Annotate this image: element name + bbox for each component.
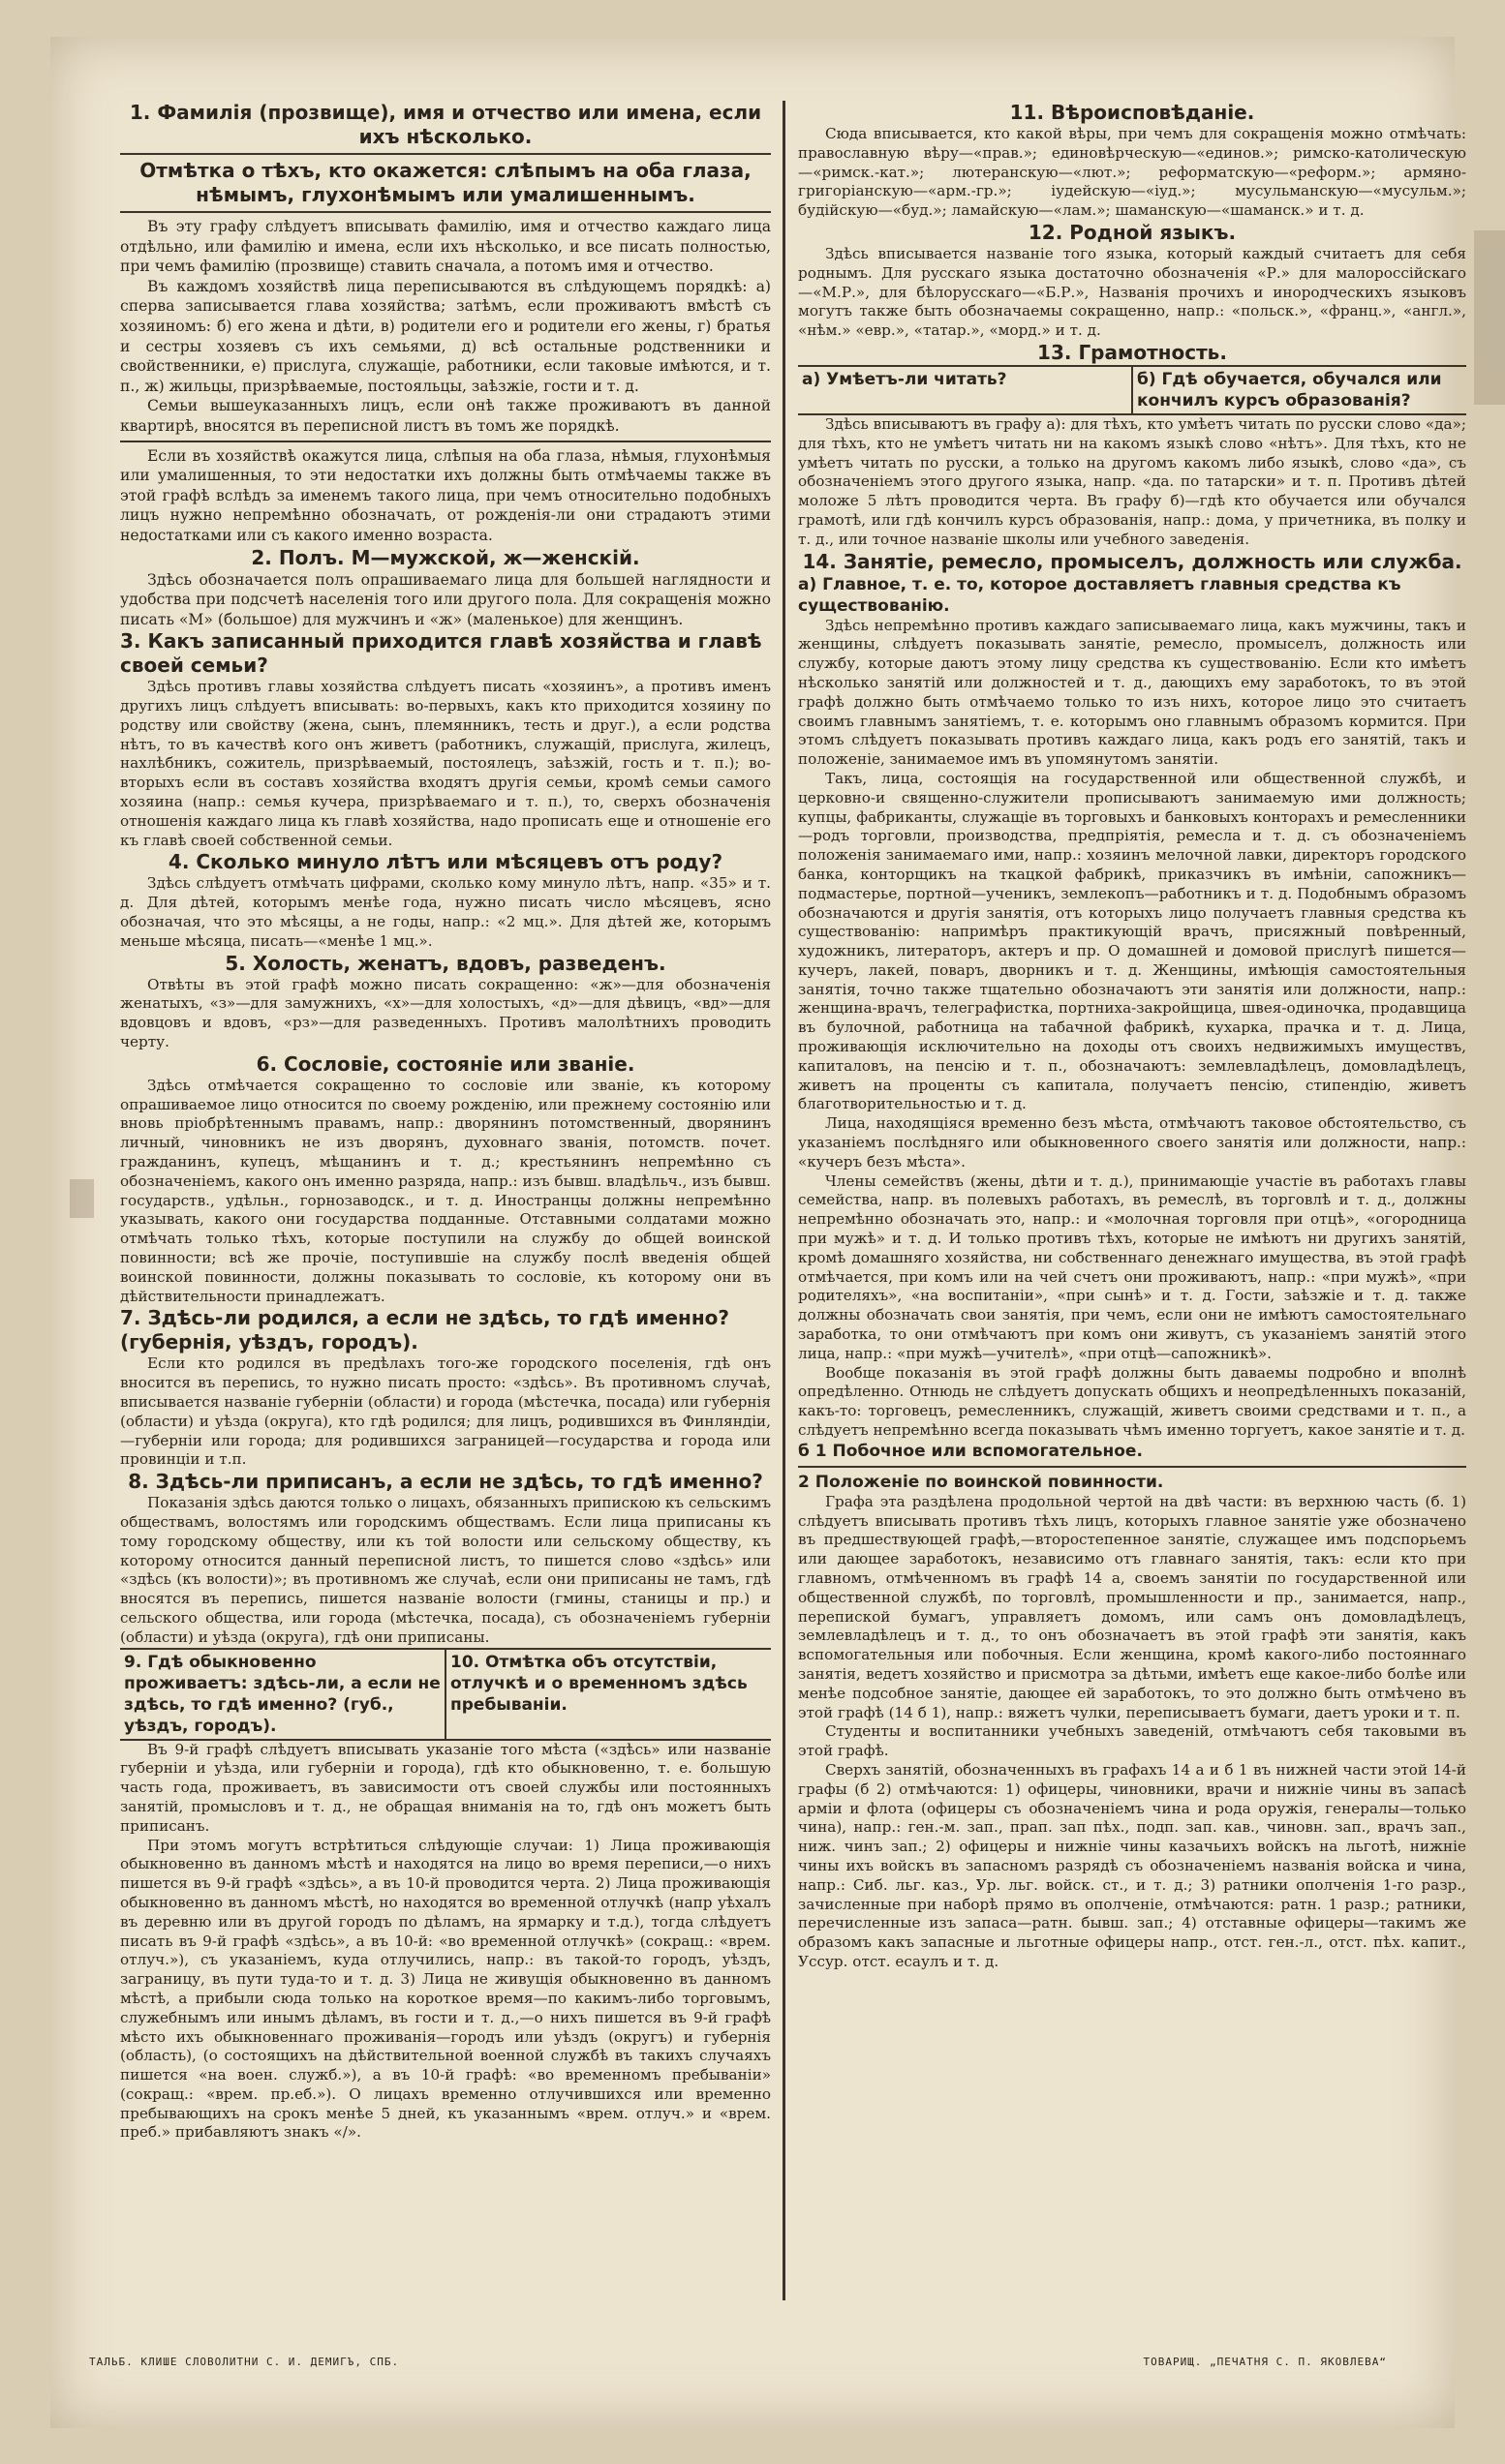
divider (798, 1466, 1466, 1468)
section-13a-title: а) Умѣетъ-ли читать? (802, 369, 1007, 389)
section-13-subheaders (798, 365, 1466, 415)
section-11-paragraph: Сюда вписывается, кто какой вѣры, при чемъ для сокращенiя можно отмѣчать: православную вѣру—«прав.»; единовѣрческую—«единов.»; римско-католическую—«римск.-кат.»; лютеранскую—«лют.»; реформатскую—«реформ.»; армяно-григорiанскую—«арм.-гр.»; iудейскую—«iуд.»; мусульманскую—«мусульм.»; будiйскую—«буд.»; ламайскую—«лам.»; шаманскую—«шаманск.» и т. д. (798, 125, 1466, 220)
section-12-title: 12. Родной языкъ. (1028, 220, 1237, 244)
right-column (798, 101, 1466, 2300)
section-14a-title: а) Главное, т. е. то, которое доставляетъ главныя средства къ существованiю. (798, 574, 1401, 616)
divider (120, 211, 771, 213)
section-3-title: 3. Какъ записанный приходится главѣ хозяйства и главѣ своей семьи? (120, 629, 762, 678)
section-9-paragraph: При этомъ могутъ встрѣтиться слѣдующiе случаи: 1) Лица проживающiя обыкновенно въ данномъ мѣстѣ и находятся на лицо во время переписи,—о нихъ пишется въ 9-й графѣ «здѣсь», а въ 10-й проводится черта. 2) Лица проживающiя обыкновенно въ данномъ мѣстѣ, но находятся во временной отлучкѣ (напр уѣхалъ въ деревню или въ другой городъ по дѣламъ, на ярмарку и т.д.), тогда слѣдуетъ писать въ 9-й графѣ «здѣсь», а въ 10-й: «во временной отлучкѣ» (сокращ.: «врем. отлуч.»), съ указанiемъ, куда отлучились, напр.: въ такой-то городъ, уѣздъ, заграницу, въ пути туда-то и т. д. 3) Лица не живущiя обыкновенно въ данномъ мѣстѣ, а прибыли сюда только на короткое время—по какимъ-либо торговымъ, служебнымъ или инымъ дѣламъ, въ гости и т. д.,—о нихъ пишется въ 9-й графѣ мѣсто ихъ обыкновеннаго проживанiя—городъ или уѣздъ (округъ) и губернiя (область), (о состоящихъ на дѣйствительной военной службѣ въ такихъ случаяхъ пишется «на воен. служб.»), а въ 10-й графѣ: «во временномъ пребыванiи» (сокращ.: «врем. пр.еб.»). О лицахъ временно отлучившихся или временно пребывающихъ на срокъ менѣе 5 дней, къ указаннымъ «врем. отлуч.» и «врем. преб.» прибавляютъ знакъ «/». (120, 1836, 771, 2142)
section-14-paragraph: Члены семействъ (жены, дѣти и т. д.), принимающiе участiе въ работахъ главы семейства, напр. въ полевыхъ работахъ, въ ремеслѣ, въ торговлѣ и т. д., должны непремѣнно обозначать это, напр.: и «молочная торговля при отцѣ», «огородница при мужѣ» и т. д. И только противъ тѣхъ, которые не имѣютъ ни другихъ занятiй, кромѣ домашняго хозяйства, ни собственнаго денежнаго имущества, въ этой графѣ отмѣчается, при комъ или на чей счетъ они проживаютъ, напр.: «при мужѣ», «при родителяхъ», «на воспитанiи», «при сынѣ» и т. д. Гости, заѣзжiе и т. д. также должны обозначать свои занятiя, при чемъ, если они не имѣютъ самостоятельнаго заработка, то они отмѣчаютъ при комъ они живутъ, съ указанiемъ занятiй этого лица, напр.: «при мужѣ—учителѣ», «при отцѣ—сапожникѣ». (798, 1171, 1466, 1362)
section-14-paragraph: Такъ, лица, состоящiя на государственной или общественной службѣ, и церковно-и священно-служители прописываютъ занимаемую ими должность; купцы, фабриканты, служащiе въ торговыхъ и банковыхъ конторахъ и ремесленники—родъ торговли, производства, предпрiятiя, ремесла и т. д. съ обозначенiемъ положенiя занимаемаго ими, напр.: хозяинъ мелочной лавки, директоръ городского банка, конторщикъ на ткацкой фабрикѣ, приказчикъ въ имѣнiи, сапожникъ—подмастерье, портной—ученикъ, землекопъ—работникъ и т. д. Подобнымъ образомъ обозначаются и другiя занятiя, отъ которыхъ лицо получаетъ главныя средства къ существованiю: напримѣръ практикующiй врачъ, присяжный повѣренный, художникъ, литераторъ, актеръ и пр. О домашней и домовой прислугѣ пишется—кучеръ, лакей, поваръ, дворникъ и т. д. Женщины, имѣющiя самостоятельныя занятiя, точно также тщательно обозначаютъ эти занятiя или должности, напр.: женщина-врачъ, телеграфистка, портниха-закройщица, швея-одиночка, продавщица въ булочной, работница на табачной фабрикѣ, кухарка, прачка и т. д. Лица, проживающiя исключительно на доходы отъ своихъ недвижимыхъ имуществъ, капиталовъ, на пенсiю и т. п., обозначаютъ: землевладѣлецъ, домовладѣлецъ, живетъ на проценты съ капитала, получаетъ пенсiю, стипендiю, живетъ благотворительностью и т. д. (798, 769, 1466, 1113)
left-column (120, 101, 771, 2300)
section-13-paragraph: Здѣсь вписываютъ въ графу а): для тѣхъ, кто умѣетъ читать по русски слово «да»; для тѣхъ, кто не умѣетъ читать ни на какомъ языкѣ слово «нѣтъ». Для тѣхъ, кто не умѣетъ читать по русски, а только на другомъ какомъ либо языкѣ, слово «да», съ обозначенiемъ этого другого языка, напр. «да. по татарски» и т. п. Противъ дѣтей моложе 5 лѣтъ проводится черта. Въ графу б)—гдѣ кто обучается или обучался грамотѣ, или гдѣ кончилъ курсъ образованiя, напр.: дома, у причетника, въ полку и т. д., или точное названiе школы или учебного заведенiя. (798, 414, 1466, 548)
section-8-paragraph: Показанiя здѣсь даются только о лицахъ, обязанныхъ припискою къ сельскимъ обществамъ, волостямъ или городскимъ обществамъ. Если лица приписаны къ тому городскому обществу, или къ той волости или сельскому обществу, къ которому относится данный переписной листъ, то пишется слово «здѣсь» или «здѣсь (къ волости)»; въ противномъ же случаѣ, если они приписаны не тамъ, гдѣ вносятся въ перепись, пишется названiе волости (гмины, станицы и пр.) и сельского общества, или города (мѣстечка, посада), съ обозначенiемъ губернiи (области) и уѣзда (округа), гдѣ они приписаны. (120, 1494, 771, 1646)
section-2-paragraph: Здѣсь обозначается полъ опрашиваемаго лица для большей наглядности и удобства при подсчетѣ населенiя того или другого пола. Для сокращенiя можно писать «М» (большое) для мужчинъ и «ж» (маленькое) для женщинъ. (120, 570, 771, 628)
section-14b1-title: б 1 Побочное или вспомогательное. (798, 1441, 1143, 1461)
section-14-paragraph: Вообще показанiя въ этой графѣ должны быть даваемы подробно и вполнѣ опредѣленно. Отнюдь не слѣдуетъ допускать общихъ и неопредѣленныхъ показанiй, какъ-то: торговецъ, ремесленникъ, служащiй, живетъ своими средствами и т. п., а слѣдуетъ непремѣнно всегда показывать чѣмъ именно торгуетъ, какое занятiе и т. д. (798, 1363, 1466, 1440)
section-9-title: 9. Гдѣ обыкновенно проживаетъ: здѣсь-ли, а если не здѣсь, то гдѣ именно? (губ., уѣздъ, городъ). (124, 1652, 441, 1736)
section-6-title: 6. Сословiе, состоянiе или званiе. (256, 1051, 635, 1076)
section-2-title: 2. Полъ. М—мужской, ж—женскiй. (251, 545, 640, 569)
section-1-paragraph: Семьи вышеуказанныхъ лицъ, если онѣ также проживаютъ въ данной квартирѣ, вносятся въ переписной листъ въ томъ же порядкѣ. (120, 397, 771, 435)
section-9-10-header (120, 1648, 771, 1741)
section-13a-cell (798, 367, 1131, 413)
divider (120, 441, 771, 442)
paper-stain (70, 1179, 94, 1218)
section-1-note-title: Отмѣтка о тѣхъ, кто окажется: слѣпымъ на оба глаза, нѣмымъ, глухонѣмымъ или умалишеннымъ. (139, 159, 752, 206)
section-4-title: 4. Сколько минуло лѣтъ или мѣсяцевъ отъ роду? (168, 850, 723, 874)
section-14b2-title: 2 Положенiе по воинской повинности. (798, 1472, 1164, 1492)
paper-stain (1474, 230, 1505, 405)
section-14-paragraph: Студенты и воспитанники учебныхъ заведенiй, отмѣчаютъ себя таковыми въ этой графѣ. (798, 1722, 1466, 1760)
section-14-paragraph: Графа эта раздѣлена продольной чертой на двѣ части: въ верхнюю часть (б. 1) слѣдуетъ вписывать противъ тѣхъ лицъ, которыхъ главное занятiе уже обозначено въ предшествующей графѣ,—второстепенное занятiе, служащее имъ подспорьемъ или дающее заработокъ, независимо отъ главнаго занятiя, такъ: если кто при главномъ, отмѣченномъ въ графѣ 14 а, своемъ занятiи по государственной или общественной службѣ, по торговлѣ, промышленности и пр., занимается, напр., перепиской бумагъ, управляетъ домомъ, или самъ онъ домовладѣлецъ, землевладѣлецъ и т. д., то онъ обозначаетъ въ этой графѣ эти занятiя, какъ вспомогательныя или побочныя. Если женщина, кромѣ какого-либо постояннаго занятiя, ведетъ хозяйство и присмотра за дѣтьми, имѣетъ еще какое-либо болѣе или менѣе подсобное занятiе, дающее ей заработокъ, то это должно быть отмѣчено въ этой графѣ (14 б 1), напр.: вяжетъ чулки, переписываетъ бумаги, даетъ уроки и т. п. (798, 1492, 1466, 1721)
section-14-paragraph: Лица, находящiяся временно безъ мѣста, отмѣчаютъ таковое обстоятельство, съ указанiемъ послѣдняго или обыкновенного своего занятiя или должности, напр.: «кучеръ безъ мѣста». (798, 1114, 1466, 1171)
section-9-cell (120, 1650, 445, 1739)
section-11-title: 11. Вѣроисповѣданiе. (1009, 101, 1255, 124)
section-1-paragraph: Въ эту графу слѣдуетъ вписывать фамилiю, имя и отчество каждаго лица отдѣльно, или фамилiю и имена, если ихъ нѣсколько, и все писать полностью, при чемъ фамилiю (прозвище) ставить сначала, а потомъ имя и отчество. (120, 218, 771, 276)
section-1-paragraph: Въ каждомъ хозяйствѣ лица переписываются въ слѣдующемъ порядкѣ: а) сперва записывается глава хозяйства; затѣмъ, если проживаютъ вмѣстѣ съ хозяиномъ: б) его жена и дѣти, в) родители его и родители его жены, г) братья и сестры хозяевъ съ ихъ семьями, д) всѣ остальные родственники и свойственники, е) прислуга, служащiе, работники, если таковые имѣются, и т. п., ж) жильцы, призрѣваемые, постояльцы, заѣзжiе, гости и т. д. (120, 277, 771, 395)
divider (120, 153, 771, 155)
section-7-title: 7. Здѣсь-ли родился, а если не здѣсь, то гдѣ именно? (губернiя, уѣздъ, городъ). (120, 1306, 729, 1354)
section-12-paragraph: Здѣсь вписывается названiе того языка, который каждый считаетъ для себя роднымъ. Для русскаго языка достаточно обозначенiя «Р.» для малороссiйскаго—«М.Р.», для бѣлорусскаго—«Б.Р.», Названiя прочихъ и инородческихъ языковъ могутъ также быть обозначаемы сокращенно, напр.: «польск.», «франц.», «англ.», «нѣм.» «евр.», «татар.», «морд.» и т. д. (798, 244, 1466, 340)
section-14-paragraph: Здѣсь непремѣнно противъ каждаго записываемаго лица, какъ мужчины, такъ и женщины, слѣдуетъ показывать занятiе, ремесло, промыселъ, должность или службу, которые даютъ этому лицу средства къ существованiю. Если кто имѣетъ нѣсколько занятiй или должностей и т. д., дающихъ ему заработокъ, то въ этой графѣ должно быть отмѣчаемо только то изъ нихъ, которое лицо это считаетъ своимъ главнымъ занятiемъ, т. е. которымъ оно главнымъ образомъ кормится. При этомъ слѣдуетъ показывать противъ каждаго лица, какъ родъ его занятiй, такъ и положенiе, занимаемое имъ въ упомянутомъ занятiи. (798, 616, 1466, 769)
section-5-paragraph: Отвѣты въ этой графѣ можно писать сокращенно: «ж»—для обозначенiя женатыхъ, «з»—для замужнихъ, «х»—для холостыхъ, «д»—для дѣвицъ, «вд»—для вдовцовъ и вдовъ, «рз»—для разведенныхъ. Противъ малолѣтнихъ проводить черту. (120, 975, 771, 1051)
census-instruction-sheet (50, 37, 1466, 2428)
section-1-paragraph: Если въ хозяйствѣ окажутся лица, слѣпыя на оба глаза, нѣмыя, глухонѣмыя или умалишенныя, то эти недостатки ихъ должны быть отмѣчаемы также въ этой графѣ вслѣдъ за именемъ такого лица, при чемъ относительно подобныхъ лицъ нужно непремѣнно обозначать, от рожденiя-ли они страдаютъ этими недостатками или съ какого именно возраста. (120, 446, 771, 544)
section-6-paragraph: Здѣсь отмѣчается сокращенно то сословiе или званiе, къ которому опрашиваемое лицо относится по своему рожденiю, или прежнему состоянiю или вновь прiобрѣтеннымъ правамъ, напр.: дворянинъ потомственный, дворянинъ личный, чиновникъ не изъ дворянъ, духовнаго званiя, потомств. почет. гражданинъ, купецъ, мѣщанинъ и т. д.; крестьянинъ непремѣнно съ обозначенiемъ, какого онъ именно разряда, напр.: изъ бывш. владѣльч., изъ бывш. государств., удѣльн., горнозаводск., и т. д. Иностранцы должны непремѣнно указывать, какого они государства подданные. Отставными солдатами можно отмѣчать только тѣхъ, которые поступили на службу до общей воинской повинности; всѣ же прочiе, поступившiе на службу послѣ введенiя общей воинской повинности, должны показывать то сословiе, къ которому они въ дѣйствительности принадлежатъ. (120, 1076, 771, 1305)
section-10-cell (445, 1650, 771, 1739)
section-13b-title: б) Гдѣ обучается, обучался или кончилъ курсъ образованiя? (1137, 369, 1442, 411)
section-9-paragraph: Въ 9-й графѣ слѣдуетъ вписывать указанiе того мѣста («здѣсь» или названiе губернiи и уѣзда, или губернiи и города), гдѣ кто обыкновенно, т. е. большую часть года, проживаетъ, въ зависимости отъ своей службы или постоянныхъ занятiй, промысловъ и т. д., не обращая вниманiя на то, гдѣ онъ можетъ быть приписанъ. (120, 1740, 771, 1835)
printer-credit-right: ТОВАРИЩ. „ПЕЧАТНЯ С. П. ЯКОВЛЕВА“ (1143, 2356, 1387, 2368)
section-14-paragraph: Сверхъ занятiй, обозначенныхъ въ графахъ 14 а и б 1 въ нижней части этой 14-й графы (б 2) отмѣчаются: 1) офицеры, чиновники, врачи и нижнiе чины въ запасѣ армiи и флота (офицеры съ обозначенiемъ чина и рода оружiя, генералы—только чина), напр.: ген.-м. зап., прап. зап пѣх., подп. зап. кав., чиновн. зап., врачъ зап., ниж. чинъ зап.; 2) офицеры и нижнiе чины казачьихъ войскъ на льготѣ, нижнiе чины ихъ войскъ въ запасномъ разрядѣ съ обозначенiемъ названiя войска и чина, напр.: Сиб. льг. каз., Ур. льг. войск. ст., и т. д.; 3) ратники ополченiя 1-го разр., зачисленные при наборѣ прямо въ ополченiе, отмѣчаются: ратн. 1 разр.; ратники, перечисленные изъ запаса—ратн. бывш. зап.; 4) отставные офицеры—такимъ же образомъ какъ запасные и льготные офицеры напр., отст. ген.-л., отст. пѣх. капит., Уссур. отст. есаулъ и т. д. (798, 1760, 1466, 1970)
section-13b-cell (1131, 367, 1466, 413)
section-5-title: 5. Холость, женатъ, вдовъ, разведенъ. (225, 951, 666, 975)
section-7-paragraph: Если кто родился въ предѣлахъ того-же городского поселенiя, гдѣ онъ вносится въ перепись, то нужно писать просто: «здѣсь». Въ противномъ случаѣ, вписывается названiе губернiи (области) и города (мѣстечка, посада) или губернiя (области) и уѣзда (округа), кто гдѣ родился; для лицъ, родившихся въ Финляндiи,—губернiи или города; для родившихся заграницей—государства и города или провинцiи и т.п. (120, 1354, 771, 1469)
two-column-layout (120, 101, 1466, 2300)
column-divider (783, 101, 785, 2300)
section-14-title: 14. Занятiе, ремесло, промыселъ, должность или служба. (802, 549, 1462, 573)
section-8-title: 8. Здѣсь-ли приписанъ, а если не здѣсь, то гдѣ именно? (128, 1470, 763, 1494)
printer-credit-left: ТАЛЬБ. КЛИШЕ СЛОВОЛИТНИ С. И. ДЕМИГЪ, СПБ. (89, 2356, 400, 2368)
section-4-paragraph: Здѣсь слѣдуетъ отмѣчать цифрами, сколько кому минуло лѣтъ, напр. «35» и т. д. Для дѣтей, которымъ менѣе года, нужно писать число мѣсяцевъ, ясно обозначая, что это мѣсяцы, а не годы, напр.: «2 мц.». Для дѣтей же, которымъ меньше мѣсяца, писать—«менѣе 1 мц.». (120, 874, 771, 950)
section-13-title: 13. Грамотность. (1037, 340, 1227, 364)
section-1-title: 1. Фамилiя (прозвище), имя и отчество или имена, если ихъ нѣсколько. (129, 101, 762, 148)
section-10-title: 10. Отмѣтка объ отсутствiи, отлучкѣ и о временномъ здѣсь пребыванiи. (450, 1652, 748, 1715)
section-3-paragraph: Здѣсь противъ главы хозяйства слѣдуетъ писать «хозяинъ», а противъ именъ другихъ лицъ слѣдуетъ вписывать: во-первыхъ, какъ кто приходится хозяину по родству или свойству (жена, сынъ, племянникъ, тесть и друг.), а если родства нѣтъ, то въ качествѣ кого онъ живетъ (работникъ, служащiй, прислуга, жилецъ, нахлѣбникъ, сожитель, призрѣваемый, постоялецъ, заѣзжiй, гость и т. п.); во-вторыхъ если въ составъ хозяйства входятъ другiя семьи, кромѣ семьи самого хозяина (напр.: семья кучера, призрѣваемаго и т. п.), то, сверхъ обозначенiя отношенiя каждаго лица къ главѣ хозяйства, надо прописать еще и отношенiе его къ главѣ своей собственной семьи. (120, 678, 771, 849)
